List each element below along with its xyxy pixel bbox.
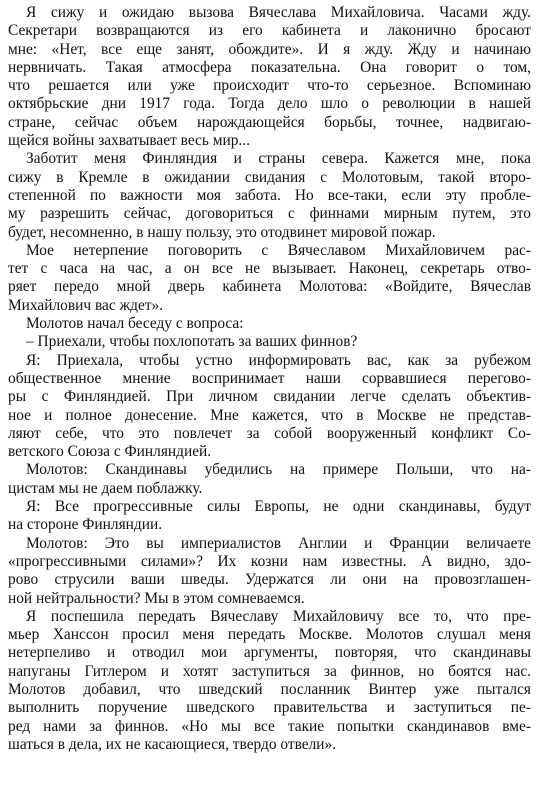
text-line: ры с Финляндией. При личном свидании легче сделать объектив- [8, 388, 531, 406]
text-line: ряет передо мной дверь кабинета Молотова: «Войдите, Вячеслав [8, 278, 531, 296]
text-line: – Приехали, чтобы похлопотать за ваших финнов? [26, 333, 358, 351]
text-line: будет, несомненно, в нашу пользу, это отодвинет мировой пожар. [8, 223, 436, 241]
text-line: рово струсили ваши шведы. Удержатся ли они на провозглашен- [8, 571, 531, 589]
text-line: тет с часа на час, а он все не вызывает. Наконец, секретарь отво- [8, 260, 531, 278]
text-line: мьер Ханссон просил меня передать Москве. Молотов слушал меня [8, 626, 531, 644]
text-line: цистам мы не даем поблажку. [8, 479, 203, 497]
text-line: что решается или уже происходит что-то серьезное. Вспоминаю [8, 77, 531, 95]
text-line: Молотов: Это вы империалистов Англии и Франции величаете [26, 534, 531, 552]
text-line: шаться в дела, их не касающиеся, твердо отвели». [8, 735, 337, 753]
text-line: му разрешить сейчас, договориться с финнами мирным путем, это [8, 205, 531, 223]
text-line: ред нами за финнов. «Но мы все такие попытки скандинавов вме- [8, 717, 531, 735]
text-line: общественное мнение воспринимает наши сорвавшиеся перегово- [8, 369, 531, 387]
text-line: щейся войны захватывает весь мир... [8, 132, 250, 150]
paragraph [8, 315, 531, 333]
paragraph [8, 461, 531, 498]
text-line: ное и полное донесение. Мне кажется, что в Москве не представ- [8, 406, 531, 424]
paragraph [8, 535, 531, 608]
text-line: Молотов начал беседу с вопроса: [26, 315, 244, 333]
text-line: напуганы Гитлером и хотят заступиться за финнов, но боятся нас. [8, 662, 531, 680]
text-line: Мое нетерпение поговорить с Вячеславом Михайловичем рас- [26, 241, 531, 259]
text-line: стране, сейчас объем нарождающейся борьбы, точнее, надвигаю- [8, 113, 531, 131]
text-line: Молотов: Скандинавы убедились на примере Польши, что на- [26, 461, 531, 479]
text-line: Я поспешила передать Вячеславу Михайловичу все то, что пре- [26, 607, 531, 625]
text-line: нервничать. Такая атмосфера показательна. Она говорит о том, [8, 58, 531, 76]
text-line: нетерпеливо и отводил мои аргументы, повторяя, что скандинавы [8, 644, 531, 662]
text-line: на стороне Финляндии. [8, 516, 163, 534]
text-line: ляют себе, что это повлечет за собой вооруженный конфликт Со- [8, 424, 531, 442]
text-line: Молотов добавил, что шведский посланник Винтер уже пытался [8, 680, 531, 698]
text-line: «прогрессивными силами»? Их козни нам известны. А видно, здо- [8, 552, 531, 570]
paragraph [8, 150, 531, 241]
paragraph [8, 333, 531, 351]
text-line: степенной по важности моя забота. Но все-таки, если эту пробле- [8, 186, 531, 204]
text-line: сижу в Кремле в ожидании свидания с Молотовым, такой второ- [8, 168, 531, 186]
paragraph [8, 608, 531, 754]
text-line: Я сижу и ожидаю вызова Вячеслава Михайловича. Часами жду. [26, 4, 531, 21]
text-line: Я: Все прогрессивные силы Европы, не одни скандинавы, будут [26, 498, 531, 516]
text-line: Секретари возвращаются из его кабинета и лаконично бросают [8, 22, 531, 40]
text-line: Михайлович вас ждет». [8, 296, 164, 314]
text-line: октябрьские дни 1917 года. Тогда дело шло о революции в нашей [8, 95, 531, 113]
paragraph [8, 242, 531, 315]
text-line: Заботит меня Финляндия и страны севера. Кажется мне, пока [26, 150, 531, 168]
paragraph [8, 498, 531, 535]
text-line: Я: Приехала, чтобы устно информировать вас, как за рубежом [26, 351, 531, 369]
paragraph [8, 4, 531, 150]
text-line: ной нейтральности? Мы в этом сомневаемся. [8, 589, 305, 607]
text-line: мне: «Нет, все еще занят, обождите». И я жду. Жду и начинаю [8, 40, 531, 58]
text-line: выполнить поручение шведского правительства и заступиться пе- [8, 699, 531, 717]
text-line: ветского Союза с Финляндией. [8, 443, 212, 461]
paragraph [8, 352, 531, 462]
